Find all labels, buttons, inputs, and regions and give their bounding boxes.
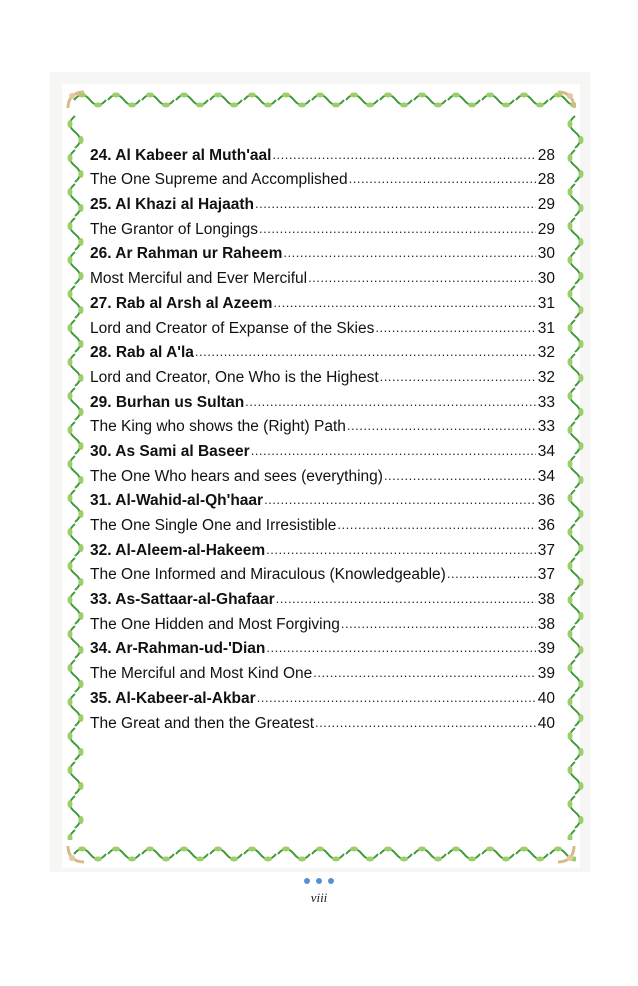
toc-dot-leader: [375, 320, 535, 336]
toc-entry[interactable]: [90, 239, 555, 264]
toc-entry-page: 37: [537, 541, 555, 559]
toc-entry[interactable]: [90, 313, 555, 338]
toc-entry-title: 25. Al Khazi al Hajaath: [90, 196, 254, 214]
toc-dot-leader: [349, 171, 536, 187]
toc-entry[interactable]: [90, 189, 555, 214]
toc-entry-title: 34. Ar-Rahman-ud-'Dian: [90, 640, 266, 658]
toc-entry[interactable]: [90, 560, 555, 585]
decorative-border-left: [62, 112, 88, 840]
toc-entry-title: The One Single One and Irresistible: [90, 517, 337, 534]
toc-entry-title: The Grantor of Longings: [90, 220, 259, 238]
toc-entry-title: Most Merciful and Ever Merciful: [90, 270, 308, 288]
toc-entry-page: 29: [537, 220, 555, 238]
toc-dot-leader: [276, 591, 536, 607]
toc-dot-leader: [264, 492, 536, 508]
toc-dot-leader: [283, 245, 535, 261]
corner-ornament-bottom-left: [64, 842, 88, 866]
toc-entry[interactable]: [90, 436, 555, 461]
toc-entry[interactable]: [90, 214, 555, 239]
toc-entry-title: 30. As Sami al Baseer: [90, 442, 250, 460]
decorative-border-bottom: [70, 840, 576, 868]
corner-ornament-top-right: [554, 88, 578, 112]
toc-entry-page: 36: [537, 517, 555, 534]
toc-entry-page: 31: [537, 319, 555, 337]
toc-entry[interactable]: [90, 683, 555, 708]
toc-entry-page: 40: [537, 714, 555, 732]
toc-entry-title: The Merciful and Most Kind One: [90, 665, 313, 683]
toc-entry-page: 33: [537, 393, 555, 411]
toc-entry-page: 37: [537, 566, 555, 584]
toc-dot-leader: [272, 147, 535, 163]
toc-dot-leader: [315, 715, 536, 731]
toc-entry-title: 24. Al Kabeer al Muth'aal: [90, 146, 272, 164]
toc-dot-leader: [347, 418, 536, 434]
toc-entry-title: The One Informed and Miraculous (Knowledgeable): [90, 566, 446, 584]
toc-entry-page: 40: [537, 689, 555, 707]
toc-dot-leader: [380, 369, 536, 385]
toc-entry-title: 27. Rab al Arsh al Azeem: [90, 294, 273, 312]
decorative-border-top: [70, 86, 576, 114]
toc-dot-leader: [255, 196, 536, 212]
toc-dot-leader: [447, 566, 536, 582]
toc-entry[interactable]: [90, 387, 555, 412]
toc-entry-title: The One Hidden and Most Forgiving: [90, 615, 340, 633]
toc-dot-leader: [341, 616, 536, 632]
toc-entry[interactable]: [90, 288, 555, 313]
toc-entry[interactable]: [90, 658, 555, 683]
toc-dot-leader: [266, 640, 535, 656]
toc-entry-page: 29: [537, 196, 555, 214]
toc-entry-title: 31. Al-Wahid-al-Qh'haar: [90, 492, 264, 510]
toc-entry[interactable]: [90, 140, 555, 165]
toc-entry-title: 32. Al-Aleem-al-Hakeem: [90, 541, 266, 559]
toc-entry-page: 36: [537, 492, 555, 510]
page-number: viii: [310, 890, 328, 905]
toc-entry-title: The One Who hears and sees (everything): [90, 467, 383, 485]
toc-entry-page: 32: [537, 368, 555, 386]
toc-entry-title: 26. Ar Rahman ur Raheem: [90, 245, 283, 263]
toc-entry[interactable]: [90, 338, 555, 363]
toc-dot-leader: [245, 394, 536, 410]
toc-entry[interactable]: [90, 412, 555, 437]
toc-dot-leader: [257, 690, 536, 706]
toc-entry-page: 38: [537, 615, 555, 633]
toc-dot-leader: [251, 443, 536, 459]
toc-entry-page: 38: [537, 591, 555, 609]
toc-entry-page: 28: [537, 146, 555, 164]
toc-entry[interactable]: [90, 535, 555, 560]
toc-entry-page: 33: [537, 418, 555, 436]
toc-entry[interactable]: [90, 165, 555, 190]
toc-dot-leader: [266, 542, 536, 558]
toc-entry-page: 30: [537, 270, 555, 288]
toc-entry-title: 33. As-Sattaar-al-Ghafaar: [90, 591, 275, 609]
toc-entry-page: 30: [537, 245, 555, 263]
corner-ornament-top-left: [64, 88, 88, 112]
toc-entry-title: 28. Rab al A'la: [90, 344, 194, 362]
toc-dot-leader: [273, 295, 535, 311]
toc-entry-title: 35. Al-Kabeer-al-Akbar: [90, 689, 256, 707]
toc-entry[interactable]: [90, 634, 555, 659]
toc-dot-leader: [313, 665, 535, 681]
toc-entry-title: Lord and Creator of Expanse of the Skies: [90, 319, 375, 337]
dot-icon: [328, 878, 334, 884]
dot-icon: [304, 878, 310, 884]
toc-entry[interactable]: [90, 461, 555, 486]
toc-entry[interactable]: [90, 510, 555, 535]
corner-ornament-bottom-right: [554, 842, 578, 866]
toc-entry[interactable]: [90, 486, 555, 511]
toc-entry-page: 31: [537, 294, 555, 312]
toc-entry-page: 34: [537, 467, 555, 485]
toc-entry-page: 39: [537, 665, 555, 683]
decorative-border-right: [562, 112, 588, 840]
toc-entry-page: 39: [537, 640, 555, 658]
toc-entry[interactable]: [90, 584, 555, 609]
toc-dot-leader: [259, 221, 536, 237]
toc-entry-title: The One Supreme and Accomplished: [90, 171, 348, 189]
toc-dot-leader: [308, 270, 536, 286]
page-dots-ornament: [0, 878, 638, 884]
toc-entry[interactable]: [90, 609, 555, 634]
toc-entry-title: 29. Burhan us Sultan: [90, 393, 245, 411]
table-of-contents: [90, 140, 555, 733]
toc-dot-leader: [384, 468, 536, 484]
toc-entry-title: Lord and Creator, One Who is the Highest: [90, 368, 379, 386]
toc-entry[interactable]: [90, 362, 555, 387]
toc-entry[interactable]: [90, 263, 555, 288]
toc-entry-title: The Great and then the Greatest: [90, 714, 315, 732]
toc-entry[interactable]: [90, 708, 555, 733]
toc-dot-leader: [195, 344, 536, 360]
toc-entry-page: 34: [537, 442, 555, 460]
dot-icon: [316, 878, 322, 884]
toc-dot-leader: [337, 517, 535, 533]
toc-entry-page: 32: [537, 344, 555, 362]
toc-entry-page: 28: [537, 171, 555, 189]
toc-entry-title: The King who shows the (Right) Path: [90, 418, 346, 436]
